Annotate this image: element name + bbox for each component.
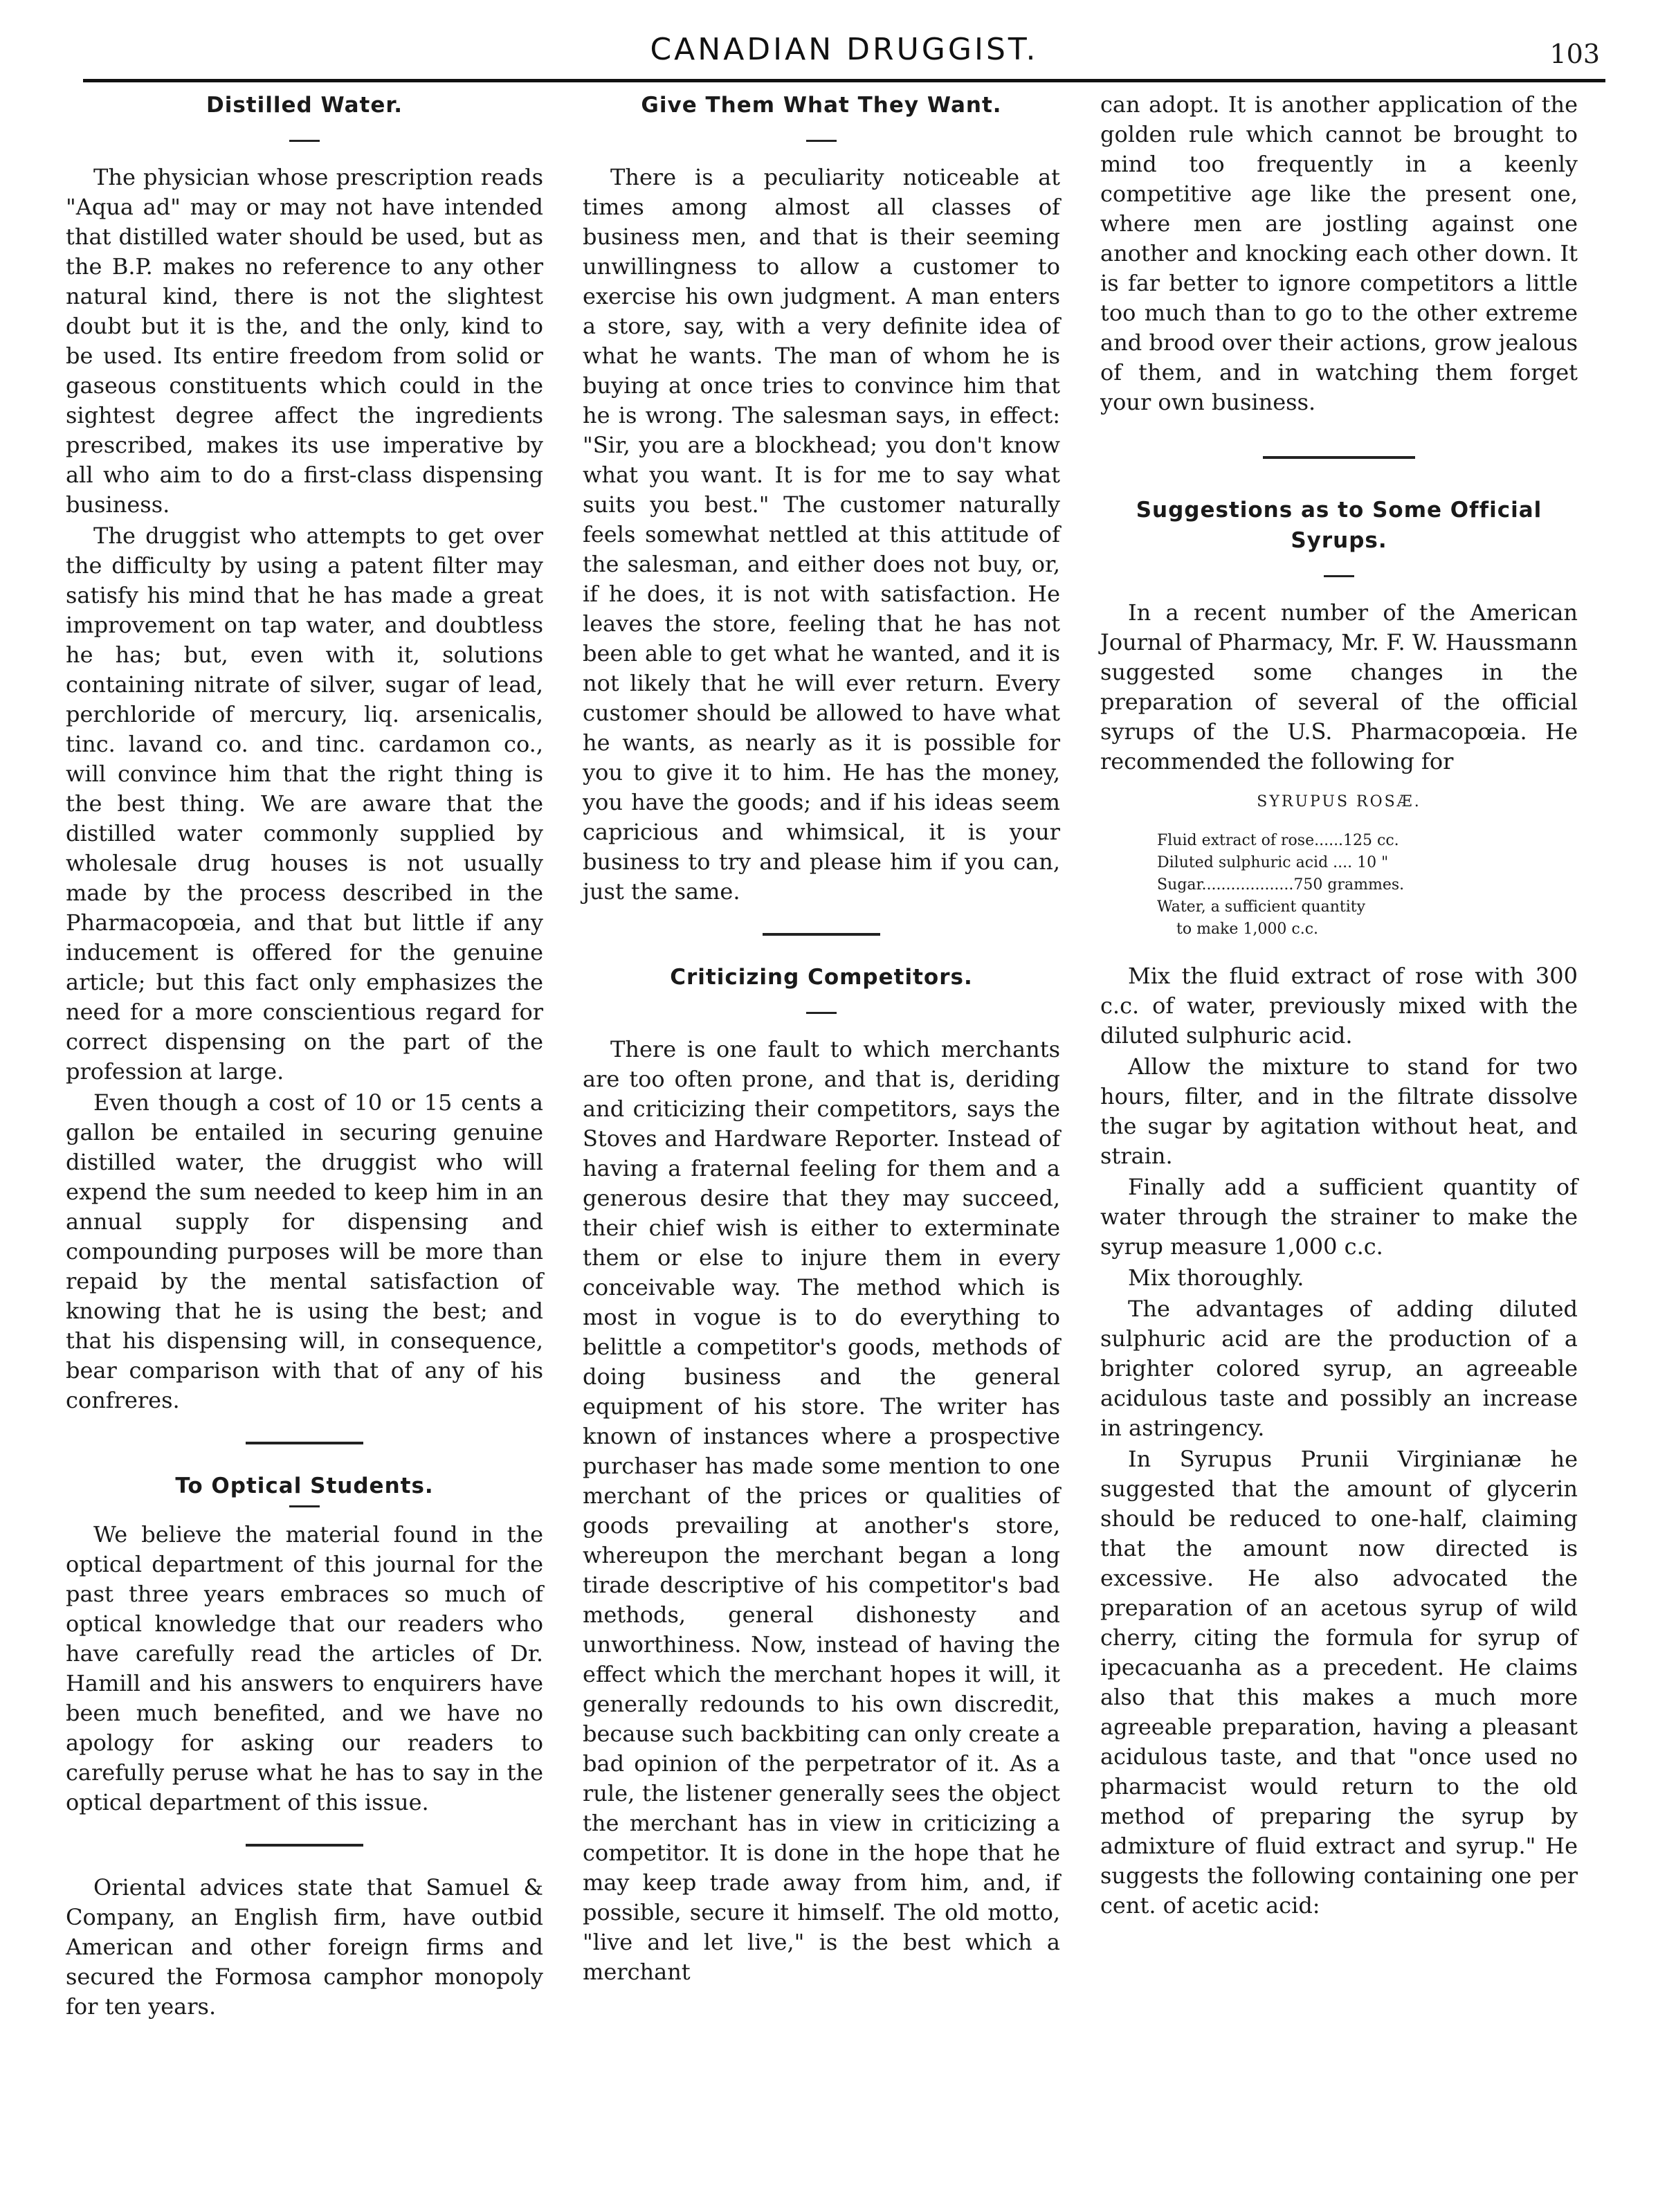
header-rule (83, 79, 1605, 82)
paragraph: Finally add a sufficient quantity of water through the strainer to make the syrup measure 1,000 c.c. (1100, 1174, 1578, 1260)
heading-dash (289, 1505, 320, 1507)
heading-dash (289, 140, 320, 142)
section-divider (246, 1442, 363, 1444)
heading-distilled-water: Distilled Water. (206, 93, 403, 118)
heading-optical-students: To Optical Students. (175, 1474, 434, 1498)
paragraph: There is one fault to which merchants are too often prone, and that is, deriding and criticizing their competitors, says the Stoves and Hardware Reporter. Instead of having a fraternal feeling for them and a generous desire that they may succeed, their chief wish is either to exterminate them or else to injure them in every conceivable way. The method which is most in vogue is to do everything to belittle a competitor's goods, methods of doing business and the general equipment of his store. The writer has known of instances where a prospective purchaser has made some mention to one merchant of the prices or qualities of goods prevailing at another's store, whereupon the merchant began a long tirade descriptive of his competitor's bad methods, general dishonesty and unworthiness. Now, instead of having the effect which the merchant hopes it will, it generally redounds to his own discredit, because such backbiting can only create a bad opinion of the perpetrator of it. As a rule, the listener generally sees the object the merchant has in view in criticizing a competitor. It is done in the hope that he may keep trade away from him, and, if possible, secure it himself. The old motto, "live and let live," is the best which a merchant (583, 1036, 1060, 1985)
section-divider (1263, 456, 1415, 459)
column-middle (583, 90, 1060, 1988)
heading-criticizing-competitors: Criticizing Competitors. (670, 965, 973, 990)
recipe-line: Water, a sufficient quantity (1157, 898, 1366, 916)
paragraph: The physician whose prescription reads "Aqua ad" may or may not have intended that distilled water should be used, but as the B.P. makes no reference to any other natural kind, there is not the slightest doubt but it is the, and the only, kind to be used. Its entire freedom from solid or gaseous constituents which could in the sightest degree affect the ingredients prescribed, makes its use imperative by all who aim to do a first-class dispensing business. (66, 164, 543, 518)
recipe-line: Sugar...................750 grammes. (1157, 876, 1405, 894)
paragraph: There is a peculiarity noticeable at times among almost all classes of business men, and that is their seeming unwillingness to allow a customer to exercise his own judgment. A man enters a store, say, with a very definite idea of what he wants. The man of whom he is buying at once tries to convince him that he is wrong. The salesman says, in effect: "Sir, you are a blockhead; you don't know what you want. It is for me to say what suits you best." The customer naturally feels somewhat nettled at this attitude of the salesman, and either does not buy, or, if he does, it is not with satisfaction. He leaves the store, feeling that he has not been able to get what he wanted, and it is not likely that he will ever return. Every customer should be allowed to have what he wants, as nearly as it is possible for you to give it to him. He has the money, you have the goods; and if his ideas seem capricious and whimsical, it is your business to try and please him if you can, just the same. (583, 164, 1060, 905)
heading-give-them-what-they-want: Give Them What They Want. (641, 93, 1002, 118)
column-right (1100, 90, 1578, 1922)
page-number: 103 (1549, 39, 1600, 69)
recipe-title: SYRUPUS ROSÆ. (1257, 793, 1421, 810)
heading-dash (806, 1012, 837, 1014)
section-divider (763, 933, 880, 936)
paragraph-continued: can adopt. It is another application of the golden rule which cannot be brought to mind too frequently in a keenly competitive age like the present one, where men are jostling against one another and knocking each other down. It is far better to ignore competitors a little too much than to go to the other extreme and brood over their actions, grow jealous of them, and in watching them forget your own business. (1100, 91, 1578, 415)
journal-title: CANADIAN DRUGGIST. (650, 32, 1039, 67)
page-header (83, 25, 1605, 87)
paragraph: Mix thoroughly. (1128, 1264, 1304, 1291)
heading-dash (1324, 575, 1354, 577)
heading-official-syrups: Suggestions as to Some Official Syrups. (1136, 498, 1542, 553)
recipe-line: Diluted sulphuric acid .... 10 " (1157, 854, 1389, 871)
recipe-line: Fluid extract of rose......125 cc. (1157, 832, 1399, 849)
paragraph: We believe the material found in the optical department of this journal for the past three years embraces so much of optical knowledge that our readers who have carefully read the articles of Dr. Hamill and his answers to enquirers have been much benefited, and we have no apology for asking our readers to carefully peruse what he has to say in the optical department of this issue. (66, 1521, 543, 1815)
recipe-line: to make 1,000 c.c. (1176, 921, 1319, 938)
paragraph: In Syrupus Prunii Virginianæ he suggested that the amount of glycerin should be reduced to one-half, claiming that the amount now directed is excessive. He also advocated the preparation of an acetous syrup of wild cherry, citing the formula for syrup of ipecacuanha as a precedent. He claims also that this makes a much more agreeable preparation, having a pleasant acidulous taste, and that "once used no pharmacist would return to the old method of preparing the syrup by admixture of fluid extract and syrup." He suggests the following containing one per cent. of acetic acid: (1100, 1446, 1578, 1919)
paragraph: Oriental advices state that Samuel & Company, an English firm, have outbid American and other foreign firms and secured the Formosa camphor monopoly for ten years. (66, 1874, 543, 2020)
paragraph: The druggist who attempts to get over the difficulty by using a patent filter may satisfy his mind that he has made a great improvement on tap water, and doubtless he has; but, even with it, solutions containing nitrate of silver, sugar of lead, perchloride of mercury, liq. arsenicalis, tinc. lavand co. and tinc. cardamon co., will convince him that the right thing is the best thing. We are aware that the distilled water commonly supplied by wholesale drug houses is not usually made by the process described in the Pharmacopœia, and that but little if any inducement is offered for the genuine article; but this fact only emphasizes the need for a more conscientious regard for correct dispensing on the part of the profession at large. (66, 523, 543, 1085)
paragraph: Allow the mixture to stand for two hours, filter, and in the filtrate dissolve the sugar by agitation without heat, and strain. (1100, 1053, 1578, 1169)
section-divider (246, 1844, 363, 1847)
paragraph: Mix the fluid extract of rose with 300 c.c. of water, previously mixed with the diluted sulphuric acid. (1100, 963, 1578, 1049)
recipe-block (1100, 793, 1578, 941)
heading-dash (806, 140, 837, 142)
paragraph: The advantages of adding diluted sulphuric acid are the production of a brighter colored syrup, an agreeable acidulous taste and possibly an increase in astringency. (1100, 1296, 1578, 1441)
paragraph: Even though a cost of 10 or 15 cents a gallon be entailed in securing genuine distilled water, the druggist who will expend the sum needed to keep him in an annual supply for dispensing and compounding purposes will be more than repaid by the mental satisfaction of knowing that he is using the best; and that his dispensing will, in consequence, bear comparison with that of any of his confreres. (66, 1089, 543, 1413)
column-left (66, 90, 543, 2023)
paragraph: In a recent number of the American Journal of Pharmacy, Mr. F. W. Haussmann suggested some changes in the preparation of several of the official syrups of the U.S. Pharmacopœia. He recommended the following for (1100, 599, 1578, 774)
